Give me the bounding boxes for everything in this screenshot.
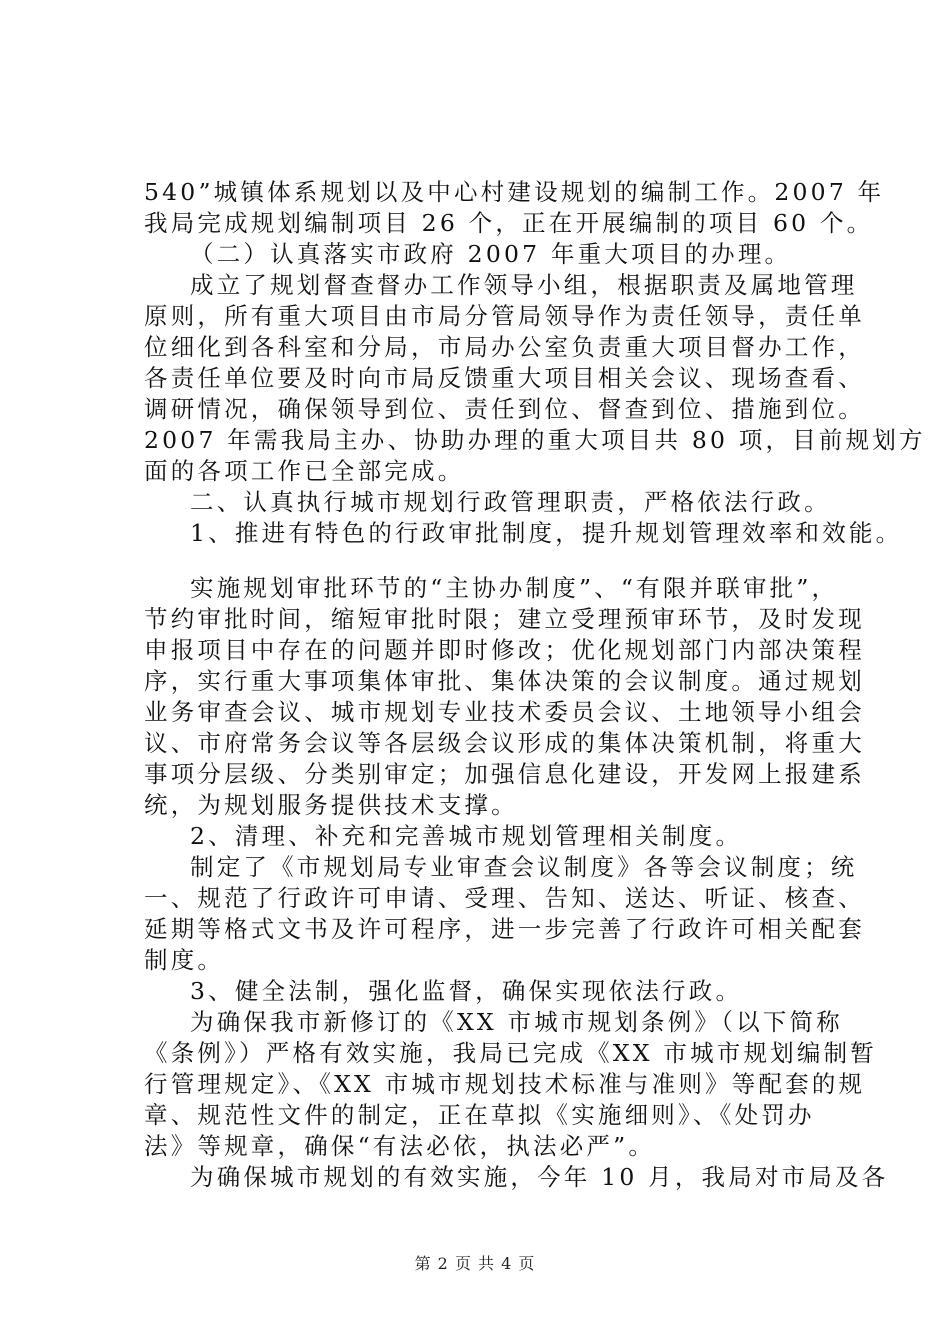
text-line: 章、规范性文件的制定，正在草拟《实施细则》、《处罚办 bbox=[144, 1101, 815, 1129]
text-line: 原则，所有重大项目由市局分管局领导作为责任领导，责任单 bbox=[144, 302, 865, 330]
text-line: 二、认真执行城市规划行政管理职责，严格依法行政。 bbox=[190, 488, 831, 516]
text-line: 2007 年需我局主办、协助办理的重大项目共 80 项，目前规划方 bbox=[144, 426, 926, 454]
text-line: 制定了《市规划局专业审查会议制度》各等会议制度；统 bbox=[190, 853, 858, 881]
text-line: 《条例》）严格有效实施，我局已完成《XX 市城市规划编制暂 bbox=[144, 1039, 877, 1067]
text-line: 1、推进有特色的行政审批制度，提升规划管理效率和效能。 bbox=[190, 519, 903, 547]
text-line: 统，为规划服务提供技术支撑。 bbox=[144, 791, 518, 819]
text-line: 各责任单位要及时向市局反馈重大项目相关会议、现场查看、 bbox=[144, 364, 865, 392]
text-line: 一、规范了行政许可申请、受理、告知、送达、听证、核查、 bbox=[144, 884, 865, 912]
text-line: 议、市府常务会议等各层级会议形成的集体决策机制，将重大 bbox=[144, 729, 865, 757]
text-line: 540”城镇体系规划以及中心村建设规划的编制工作。2007 年 bbox=[144, 178, 885, 206]
page-footer: 第 2 页 共 4 页 bbox=[414, 1254, 536, 1273]
text-line: 为确保城市规划的有效实施，今年 10 月，我局对市局及各 bbox=[190, 1163, 889, 1191]
text-line: 制度。 bbox=[144, 946, 225, 974]
text-line: 申报项目中存在的问题并即时修改；优化规划部门内部决策程 bbox=[144, 636, 865, 664]
text-line: 2、清理、补充和完善城市规划管理相关制度。 bbox=[190, 822, 743, 850]
text-line: 位细化到各科室和分局，市局办公室负责重大项目督办工作， bbox=[144, 333, 865, 361]
text-line: 法》等规章，确保“有法必依，执法必严”。 bbox=[144, 1132, 656, 1160]
text-line: 业务审查会议、城市规划专业技术委员会议、土地领导小组会 bbox=[144, 698, 865, 726]
text-line: 为确保我市新修订的《XX 市城市规划条例》（以下简称 bbox=[190, 1008, 843, 1036]
text-line: 成立了规划督查督办工作领导小组，根据职责及属地管理 bbox=[190, 271, 858, 299]
text-line: 序，实行重大事项集体审批、集体决策的会议制度。通过规划 bbox=[144, 667, 865, 695]
text-line: 面的各项工作已全部完成。 bbox=[144, 457, 465, 485]
text-line: 延期等格式文书及许可程序，进一步完善了行政许可相关配套 bbox=[144, 915, 865, 943]
text-line: 我局完成规划编制项目 26 个，正在开展编制的项目 60 个。 bbox=[144, 209, 874, 237]
text-line: 实施规划审批环节的“主协办制度”、“有限并联审批”， bbox=[190, 574, 839, 602]
text-line: 调研情况，确保领导到位、责任到位、督查到位、措施到位。 bbox=[144, 395, 865, 423]
text-line: （二）认真落实市政府 2007 年重大项目的办理。 bbox=[190, 240, 792, 268]
text-line: 节约审批时间，缩短审批时限；建立受理预审环节，及时发现 bbox=[144, 605, 865, 633]
text-line: 3、健全法制，强化监督，确保实现依法行政。 bbox=[190, 977, 743, 1005]
text-line: 行管理规定》、《XX 市城市规划技术标准与准则》等配套的规 bbox=[144, 1070, 866, 1098]
text-line: 事项分层级、分类别审定；加强信息化建设，开发网上报建系 bbox=[144, 760, 865, 788]
